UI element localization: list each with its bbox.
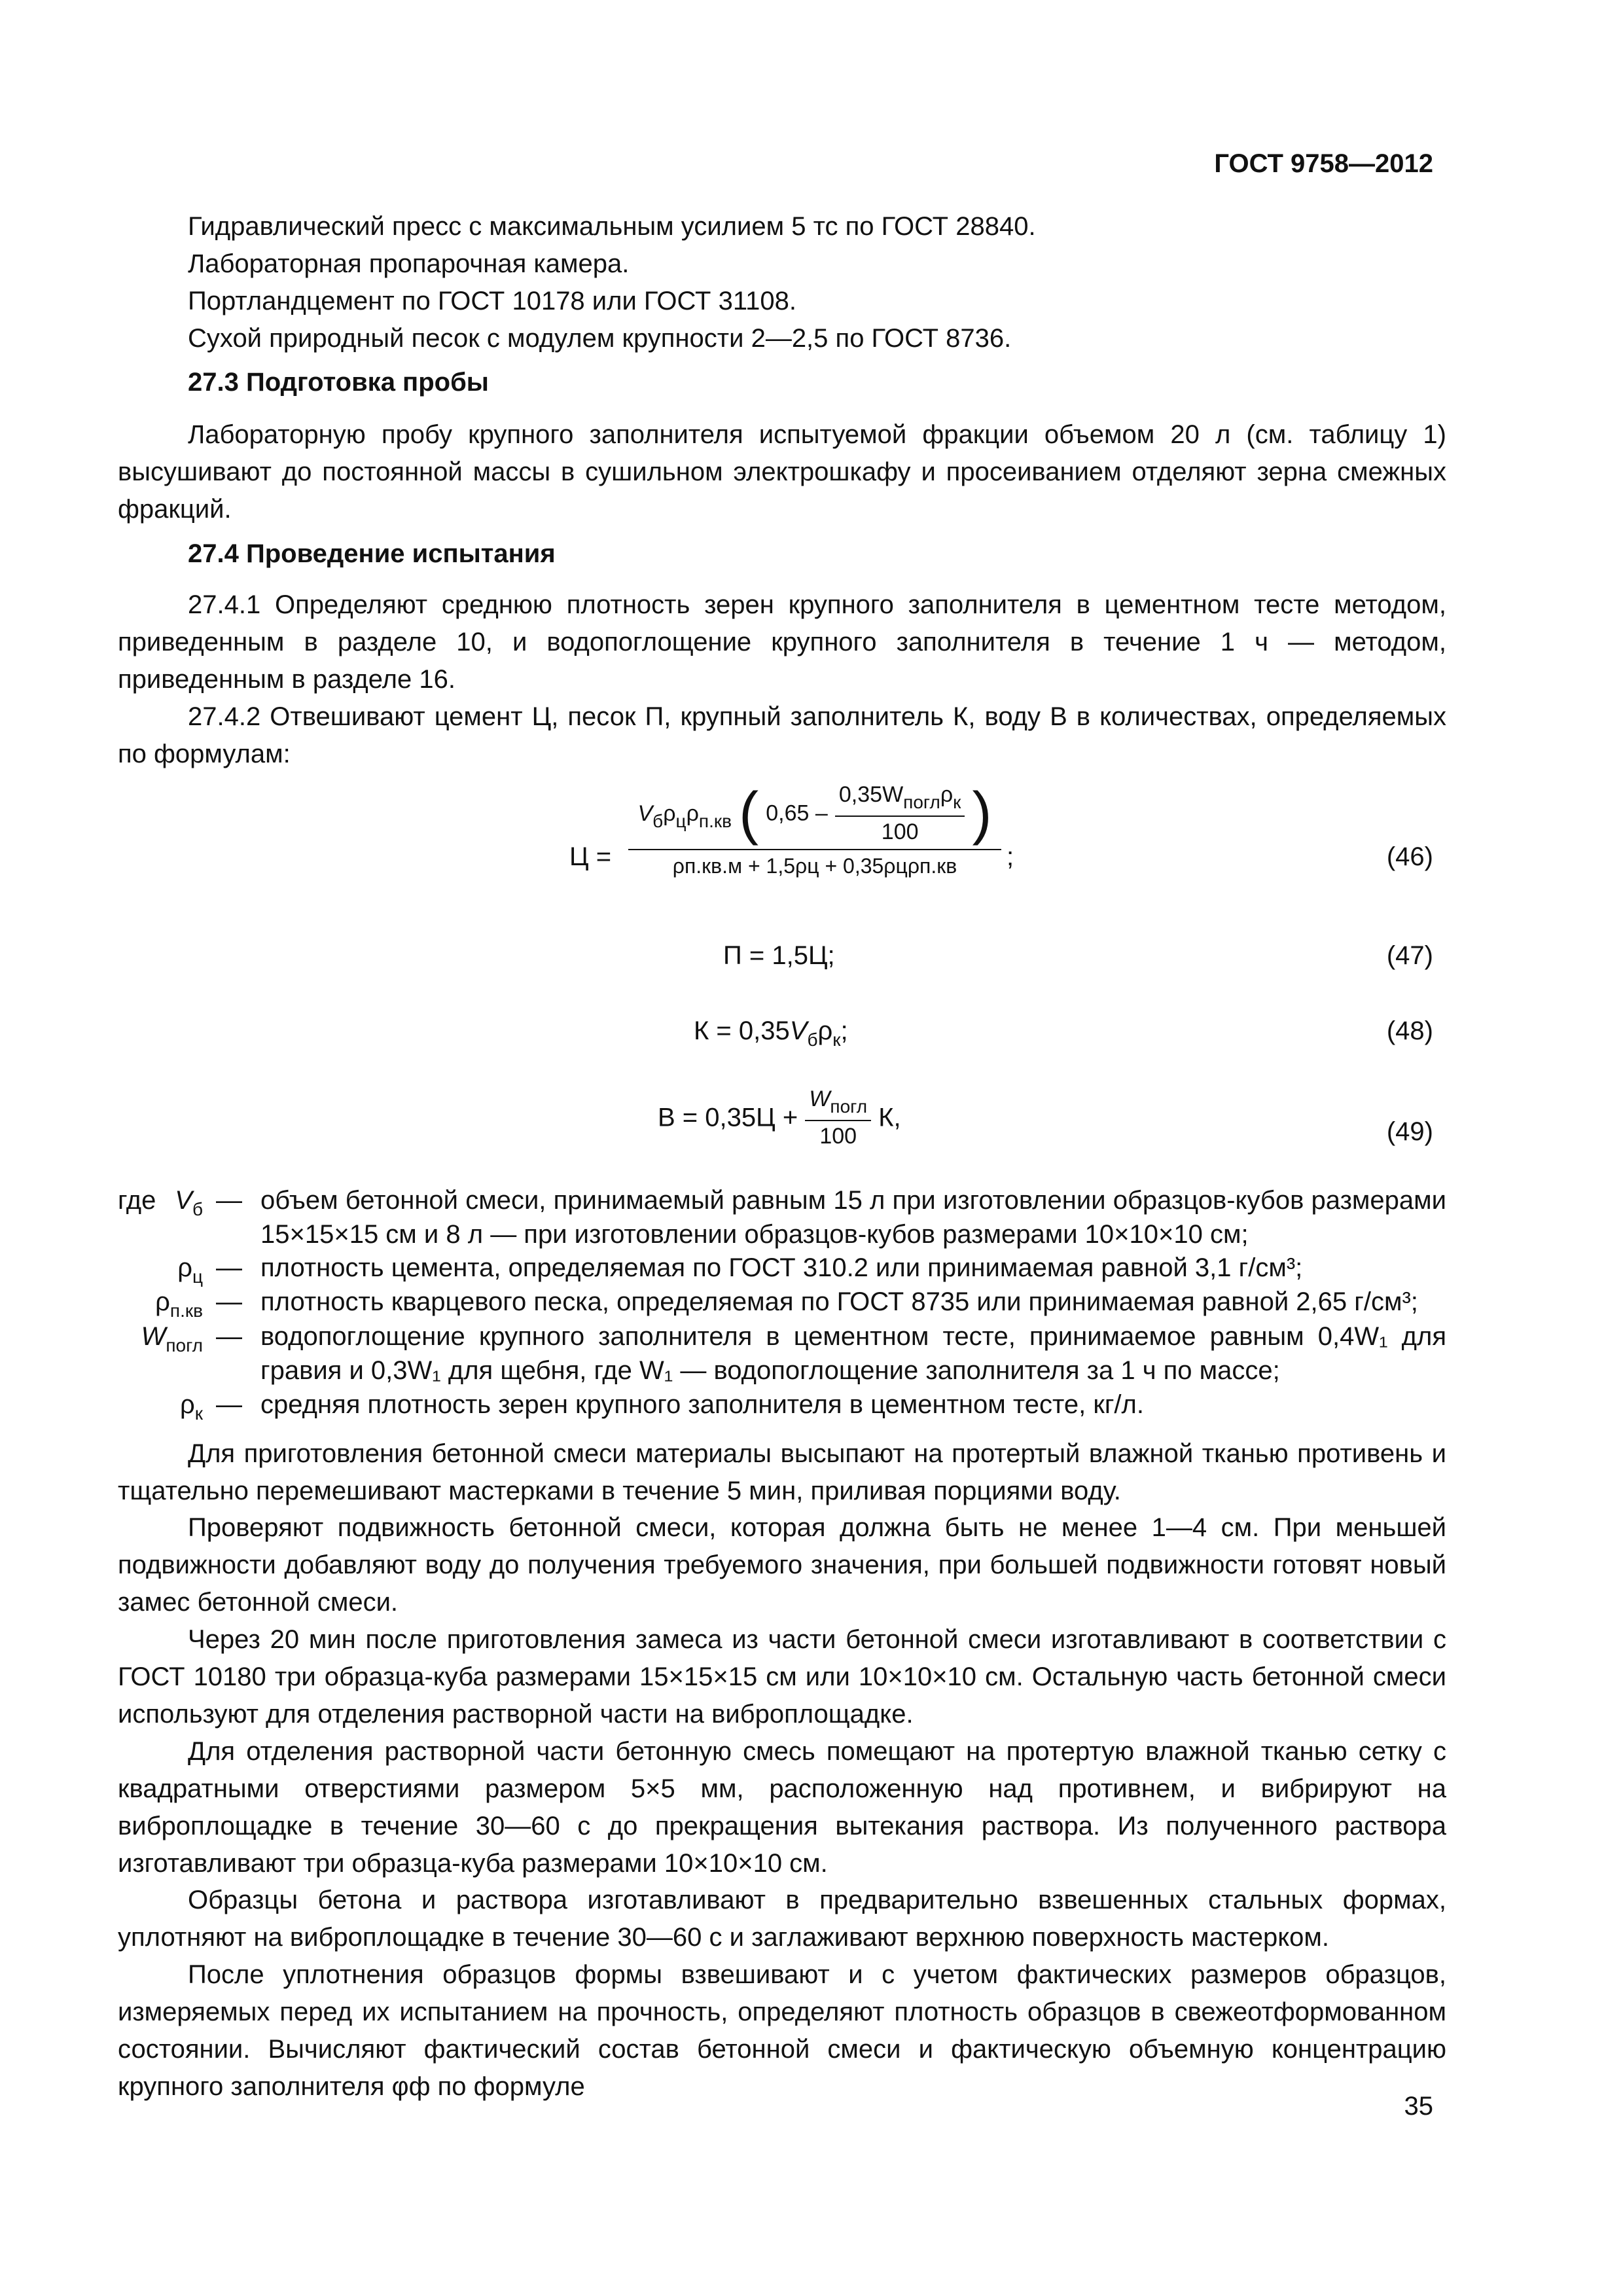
formula-46-numerator: $V_б\rho_ц\rho_{п.кв}$ ( 0,65 – $\frac{0,35W_{погл}\rho_к}{100}$ ) [628,782,1001,850]
equation-number-46: (46) [1386,842,1433,871]
formula-46-denominator: ρп.кв.м + 1,5ρц + 0,35ρцρп.кв [672,854,957,878]
def-dash: — [216,1322,242,1351]
formula-49: В = 0,35Ц + $\frac{W_{погл}}{100}$ К, [658,1086,901,1149]
def-dash: — [216,1253,242,1282]
paragraph-27-3: Лабораторную пробу крупного заполнителя испытуемой фракции объемом 20 л (см. таблицу 1) высушивают до постоянной массы в сушильном электрошкафу и просеиванием отделяют зерна смежных фракций. [118,420,1446,524]
def-dash: — [216,1186,242,1215]
formula-48: $К = 0,35V_б\rho_к$; [694,1016,848,1050]
def-symbol: $\rho_{п.кв}$ [155,1287,203,1321]
document-code: ГОСТ 9758—2012 [1214,149,1433,178]
def-symbol: $\rho_к$ [179,1390,203,1424]
paragraph-27-4-1: 27.4.1 Определяют среднюю плотность зерен крупного заполнителя в цементном тесте методом, приведенным в разделе 10, и водопоглощение крупного заполнителя в течение 1 ч — методом, приведенным в разделе 16. [118,590,1446,694]
def-text: плотность кварцевого песка, определяемая по ГОСТ 8735 или принимаемая равной 2,65 г/см³; [260,1287,1418,1316]
equipment-item: Портландцемент по ГОСТ 10178 или ГОСТ 31108. [188,287,796,315]
formula-46-lhs: Ц = [569,842,612,871]
def-symbol: $V_б$ [175,1186,203,1219]
def-text: плотность цемента, определяемая по ГОСТ 310.2 или принимаемая равной 3,1 г/см³; [260,1253,1303,1282]
def-text: объем бетонной смеси, принимаемый равным 15 л при изготовлении образцов-кубов размерами 15×15×15 см и 8 л — при изготовлении образцов-кубов размерами 10×10×10 см; [260,1186,1446,1249]
body-paragraph: Образцы бетона и раствора изготавливают в предварительно взвешенных стальных формах, уплотняют на виброплощадке в течение 30—60 с и заглаживают верхнюю поверхность мастерком. [118,1886,1446,1952]
section-heading-27-4: 27.4 Проведение испытания [188,539,556,568]
body-paragraph: Для отделения растворной части бетонную смесь помещают на протертую влажной тканью сетку с квадратными отверстиями размером 5×5 мм, расположенную над противнем, и вибрируют на виброплощадке в течение 30—60 с до прекращения вытекания раствора. Из полученного раствора изготавливают три образца-куба размерами 10×10×10 см. [118,1737,1446,1878]
equipment-item: Лабораторная пропарочная камера. [188,249,630,278]
formula-47: П = 1,5Ц; [723,941,835,970]
equipment-item: Гидравлический пресс с максимальным усилием 5 тс по ГОСТ 28840. [188,212,1036,241]
equipment-item: Сухой природный песок с модулем крупности 2—2,5 по ГОСТ 8736. [188,324,1012,353]
where-label: где [118,1186,156,1215]
body-paragraph: Через 20 мин после приготовления замеса из части бетонной смеси изготавливают в соответствии с ГОСТ 10180 три образца-куба размерами 15×15×15 см или 10×10×10 см. Остальную часть бетонной смеси используют для отделения растворной части на виброплощадке. [118,1625,1446,1729]
equation-number-49: (49) [1386,1117,1433,1146]
formula-46-fraction [628,782,1001,878]
body-paragraph: После уплотнения образцов формы взвешивают и с учетом фактических размеров образцов, измеряемых перед их испытанием на прочность, определяют плотность образцов в свежеотформованном состоянии. Вычисляют фактический состав бетонной смеси и фактическую объемную концентрацию крупного заполнителя φф по формуле [118,1960,1446,2101]
def-text: средняя плотность зерен крупного заполнителя в цементном тесте, кг/л. [260,1390,1144,1419]
equation-number-47: (47) [1386,941,1433,970]
def-symbol: $\rho_ц$ [177,1253,203,1287]
body-paragraph: Для приготовления бетонной смеси материалы высыпают на протертый влажной тканью противень и тщательно перемешивают мастерками в течение 5 мин, приливая порциями воду. [118,1439,1446,1505]
def-dash: — [216,1287,242,1316]
paragraph-27-4-2: 27.4.2 Отвешивают цемент Ц, песок П, крупный заполнитель К, воду В в количествах, определяемых по формулам: [118,702,1446,768]
def-dash: — [216,1390,242,1419]
body-paragraph: Проверяют подвижность бетонной смеси, которая должна быть не менее 1—4 см. При меньшей подвижности добавляют воду до получения требуемого значения, при большей подвижности готовят новый замес бетонной смеси. [118,1513,1446,1617]
page-number: 35 [1404,2092,1433,2121]
def-text: водопоглощение крупного заполнителя в цементном тесте, принимаемое равным 0,4W₁ для гравия и 0,3W₁ для щебня, где W₁ — водопоглощение заполнителя за 1 ч по массе; [260,1322,1446,1385]
def-symbol: $W_{погл}$ [141,1322,203,1355]
equation-number-48: (48) [1386,1016,1433,1045]
section-heading-27-3: 27.3 Подготовка пробы [188,368,489,397]
